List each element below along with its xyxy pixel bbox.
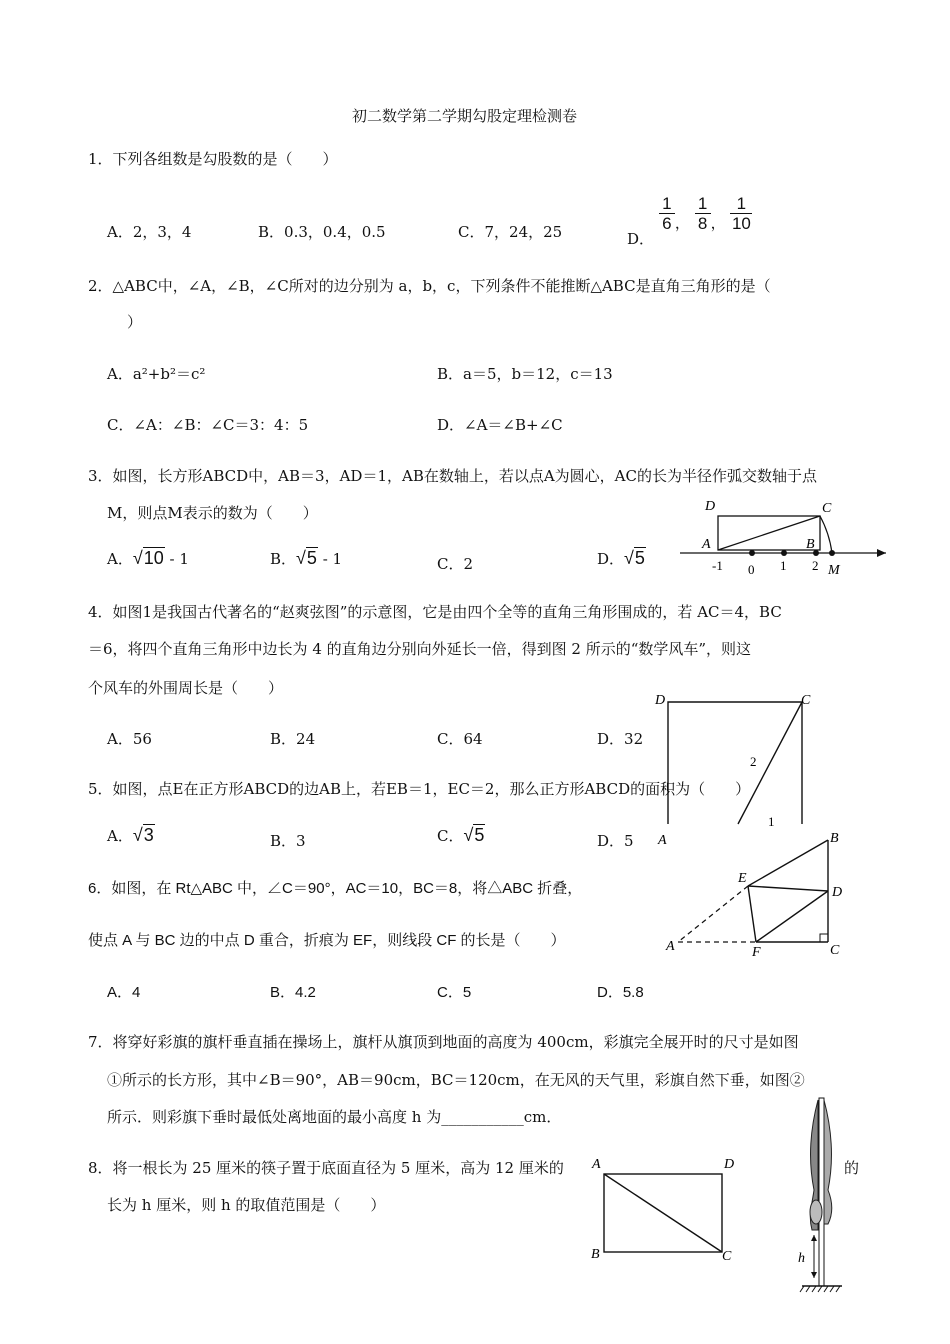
q2-stem: 2．△ABC中，∠A，∠B，∠C所对的边分别为 a，b，c，下列条件不能推断△ABC是直角三角形的是（ [88,277,771,295]
q2-option-d: D．∠A＝∠B+∠C [437,416,563,434]
arc-ac [820,516,832,553]
q5-stem: 5．如图，点E在正方形ABCD的边AB上，若EB＝1，EC＝2，那么正方形ABCD的面积为（ ） [88,780,751,798]
label-a: A [666,939,675,954]
q6-option-c: C．5 [437,984,472,1001]
q6-option-b: B．4.2 [270,984,316,1001]
label-a: A [658,833,667,848]
q7-flagpole-figure [788,1090,858,1294]
label-a: A [592,1157,601,1172]
q5-option-c: C．√5 [437,825,485,845]
q3-number-line-figure [672,498,892,580]
label-d: D [655,693,666,708]
label-e: E [738,871,747,886]
q5-option-d: D．5 [597,832,634,850]
label-b: B [591,1247,600,1262]
flagpole [819,1098,824,1286]
q2-stem-end: ） [127,313,143,331]
q1-option-d-label: D． [627,229,655,248]
q3-option-c: C．2 [437,555,474,573]
q6-option-a: A．4 [107,984,141,1001]
q7-stem: 7．将穿好彩旗的旗杆垂直插在操场上，旗杆从旗顶到地面的高度为 400cm，彩旗完全展开时的尺寸是如图 [88,1033,799,1051]
diagonal-ac [718,516,820,550]
q4-option-c: C．64 [437,730,483,748]
q6-stem-line2: 使点 A 与 BC 边的中点 D 重合，折痕为 EF，则线段 CF 的长是（ ） [88,932,566,949]
q4-stem-line3: 个风车的外围周长是（ ） [88,679,284,697]
q2-option-a: A．a²+b²＝c² [107,365,206,383]
label-d: D [705,499,716,514]
label-c: C [801,693,811,708]
page-title: 初二数学第二学期勾股定理检测卷 [352,107,578,125]
label-c: C [830,943,840,958]
q8-stem: 8．将一根长为 25 厘米的筷子置于底面直径为 5 厘米，高为 12 厘米的 [88,1159,564,1177]
label-c: C [722,1249,732,1264]
label-h: h [798,1251,805,1266]
q5-option-b: B．3 [270,832,306,850]
q6-fold-figure [664,826,854,960]
q1-option-a: A．2，3，4 [107,223,192,241]
q4-stem: 4．如图1是我国古代著名的“赵爽弦图”的示意图，它是由四个全等的直角三角形围成的，若 AC＝4，BC [88,603,782,621]
q4-option-a: A．56 [107,730,152,748]
q3-option-a: A．√10 - 1 [107,548,189,568]
q3-stem: 3．如图，长方形ABCD中，AB＝3，AD＝1，AB在数轴上，若以点A为圆心，AC的长为半径作弧交数轴于点 [88,467,817,485]
tick-0: 0 [748,562,755,577]
tick--1: -1 [712,558,723,573]
q4-option-d: D．32 [597,730,644,748]
q8-stem-end: 的 [844,1159,860,1177]
label-b: B [806,537,815,552]
q1-option-b: B．0.3，0.4，0.5 [258,223,386,241]
label-b: B [830,831,839,846]
tick-1: 1 [780,558,787,573]
q4-option-b: B．24 [270,730,316,748]
label-d: D [724,1157,735,1172]
q2-option-b: B．a＝5，b＝12，c＝13 [437,365,613,383]
segment-ec [738,702,802,824]
q1-option-c: C．7，24，25 [458,223,563,241]
q8-stem-line2: 长为 h 厘米，则 h 的取值范围是（ ） [107,1196,386,1214]
q3-option-d: D．√5 [597,548,645,568]
q6-stem: 6．如图，在 Rt△ABC 中，∠C＝90°，AC＝10，BC＝8，将△ABC 折叠， [88,880,583,897]
q2-option-c: C．∠A：∠B：∠C＝3：4：5 [107,416,309,434]
fraction-1-10: $\frac{1}{10}$ [731,194,751,233]
label-2: 2 [750,754,757,769]
q6-option-d: D．5.8 [597,984,644,1001]
q7-stem-line3: 所示．则彩旗下垂时最低处离地面的最小高度 h 为___________cm． [107,1108,562,1126]
q3-option-b: B．√5 - 1 [270,548,343,568]
label-1: 1 [768,814,775,829]
q4-stem-line2: ＝6，将四个直角三角形中边长为 4 的直角边分别向外延长一倍，得到图 2 所示的“数学风车”，则这 [88,640,752,658]
fraction-1-6: $\frac{1}{6}$ [659,195,675,232]
label-a: A [702,537,711,552]
q3-stem-line2: M，则点M表示的数为（ ） [107,504,318,522]
fold-ef [748,886,756,942]
label-m: M [828,563,840,578]
q7-flag-rectangle-figure [588,1148,748,1266]
q7-stem-line2: ①所示的长方形，其中∠B＝90°，AB＝90cm，BC＝120cm，在无风的天气里，彩旗自然下垂，如图② [107,1071,805,1089]
tick-2: 2 [812,558,819,573]
fraction-1-8: $\frac{1}{8}$ [695,195,711,232]
label-d: D [832,885,843,900]
q5-square-figure [652,688,822,848]
q5-option-a: A．√3 [107,825,154,845]
q1-option-d: D． $\frac{1}{6}$ ， $\frac{1}{8}$ ， $\frac{1}{10}$ [627,194,751,248]
q1-stem: 1．下列各组数是勾股数的是（ ） [88,150,338,168]
label-c: C [822,501,832,516]
axis-arrow-icon [877,549,886,557]
label-f: F [752,945,761,960]
